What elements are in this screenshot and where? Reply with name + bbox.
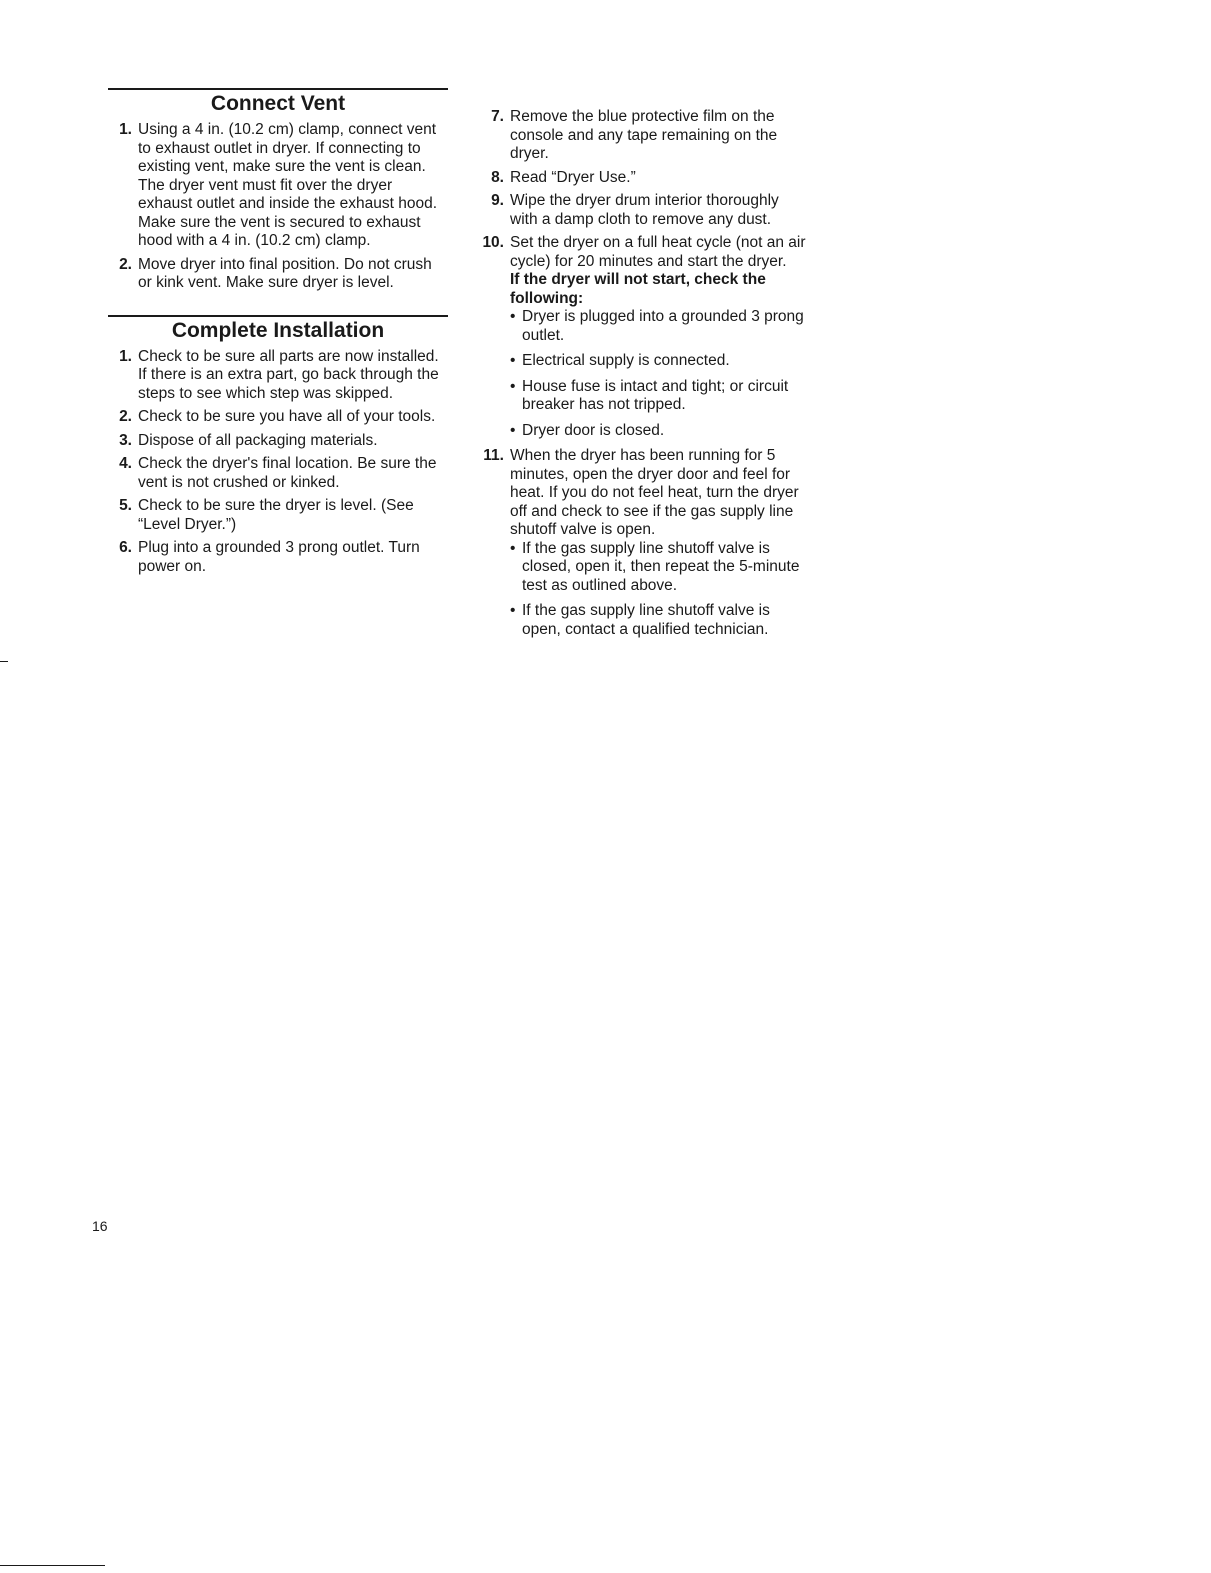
step-number: 7.	[491, 108, 504, 125]
list-item	[108, 455, 448, 492]
list-item	[108, 348, 448, 404]
step-text: Check to be sure all parts are now installed. If there is an extra part, go back through the steps to see which step was skipped.	[138, 347, 439, 402]
step-text: Dispose of all packaging materials.	[138, 431, 378, 449]
check-following-heading: If the dryer will not start, check the following:	[510, 271, 766, 307]
list-item: • Dryer door is closed.	[510, 422, 810, 441]
connect-vent-steps	[108, 121, 448, 293]
list-item: • Dryer is plugged into a grounded 3 prong outlet.	[510, 308, 810, 345]
step-number: 1.	[119, 347, 132, 365]
list-item	[108, 497, 448, 534]
complete-installation-heading: Complete Installation	[108, 315, 448, 344]
step-text: Remove the blue protective film on the console and any tape remaining on the dryer.	[510, 108, 778, 162]
step-number: 2.	[119, 255, 132, 273]
step-text: Wipe the dryer drum interior thoroughly with a damp cloth to remove any dust.	[510, 192, 779, 228]
connect-vent-heading: Connect Vent	[108, 88, 448, 117]
step-text: Read “Dryer Use.”	[510, 168, 636, 186]
list-item	[108, 408, 448, 427]
list-item	[470, 169, 810, 188]
step-number: 9.	[491, 192, 504, 209]
step-number: 2.	[119, 408, 132, 425]
step-text: Using a 4 in. (10.2 cm) clamp, connect vent to exhaust outlet in dryer. If connecting to existing vent, make sure the vent is clean. The dryer vent must fit over the dryer exhaust outlet and inside the exhaust hood. Make sure the vent is secured to exhaust hood with a 4 in. (10.2 cm) clamp.	[138, 121, 438, 249]
right-column	[470, 108, 810, 646]
list-item	[470, 192, 810, 229]
list-item	[108, 432, 448, 451]
list-item: • If the gas supply line shutoff valve is open, contact a qualified technician.	[510, 602, 810, 639]
list-item: • Electrical supply is connected.	[510, 352, 810, 371]
complete-installation-continued-steps	[470, 108, 810, 639]
step-number: 4.	[119, 455, 132, 472]
edge-mark	[0, 661, 8, 662]
list-item	[108, 256, 448, 293]
left-column	[108, 88, 448, 581]
step-number: 10.	[482, 234, 504, 251]
list-item: • If the gas supply line shutoff valve is closed, open it, then repeat the 5-minute test as outlined above.	[510, 540, 810, 596]
step-text: Check to be sure you have all of your tools.	[138, 408, 436, 425]
complete-installation-steps	[108, 348, 448, 577]
step-number: 5.	[119, 497, 132, 514]
step-text: Move dryer into final position. Do not crush or kink vent. Make sure dryer is level.	[138, 255, 432, 291]
step-text: Check to be sure the dryer is level. (See “Level Dryer.”)	[138, 497, 414, 533]
list-item	[470, 108, 810, 164]
list-item	[470, 447, 810, 639]
step-number: 8.	[491, 168, 504, 186]
step-text: Check the dryer's final location. Be sure the vent is not crushed or kinked.	[138, 455, 437, 491]
page-number: 16	[92, 1218, 108, 1234]
bottom-rule	[0, 1565, 105, 1566]
step-text: Set the dryer on a full heat cycle (not an air cycle) for 20 minutes and start the dryer.	[510, 234, 806, 270]
list-item	[470, 234, 810, 440]
list-item: • House fuse is intact and tight; or circuit breaker has not tripped.	[510, 378, 810, 415]
step-number: 1.	[119, 121, 132, 138]
step-text: Plug into a grounded 3 prong outlet. Turn power on.	[138, 539, 420, 575]
list-item	[108, 121, 448, 251]
valve-check-list	[510, 540, 810, 640]
check-list	[510, 308, 810, 440]
step-text: When the dryer has been running for 5 minutes, open the dryer door and feel for heat. If you do not feel heat, turn the dryer off and check to see if the gas supply line shutoff valve is open.	[510, 447, 799, 538]
step-number: 11.	[483, 447, 504, 464]
step-number: 6.	[119, 539, 132, 556]
list-item	[108, 539, 448, 576]
step-number: 3.	[119, 431, 132, 449]
